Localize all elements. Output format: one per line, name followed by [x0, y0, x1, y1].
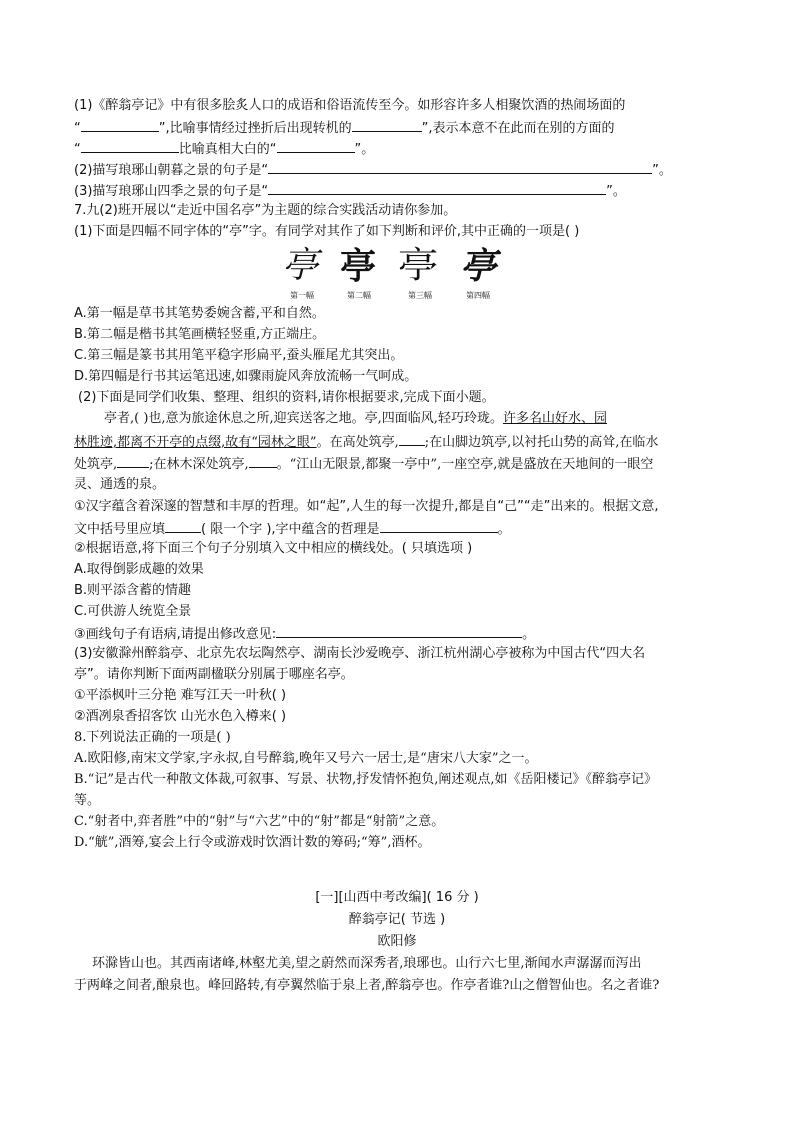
blank-philosophy[interactable]	[380, 518, 498, 533]
q7-title: 7.九(2)班开展以“走近中国名亭”为主题的综合实践活动请你参加。	[74, 203, 457, 218]
blank-idiom-1[interactable]	[81, 117, 159, 132]
blank-idiom-3[interactable]	[81, 138, 179, 153]
reading-text-line-1: 环滁皆山也。其西南诸峰,林壑尤美,望之蔚然而深秀者,琅琊也。山行六七里,渐闻水声潺潺而泻出	[92, 956, 642, 971]
reading-author: 欧阳修	[377, 934, 417, 949]
blank-forest[interactable]	[249, 453, 277, 468]
underlined-sentence-part-1: 许多名山好水、园	[502, 411, 607, 426]
q7-s3: ③画线句子有语病,请提出修改意见: 。	[74, 623, 734, 645]
q7-option-a: A.第一幅是草书其笔势委婉含蓄,平和自然。	[74, 306, 325, 321]
q7-s1-line-2: 文中括号里应填 ( 限一个字 ),字中蕴含的哲理是 。	[74, 518, 734, 540]
reading-title: 醉翁亭记( 节选 )	[348, 912, 446, 927]
ting-calligraphy-row	[282, 244, 512, 288]
q7-s2-option-c: C.可供游人统览全景	[74, 604, 192, 619]
ting-char-1: 亭	[282, 245, 319, 286]
blank-idiom-4[interactable]	[277, 138, 355, 153]
caption-1: 第一幅	[290, 291, 314, 300]
couplet-2: ②酒冽泉香招客饮 山光水色入樽来( )	[74, 709, 287, 724]
reading-text-line-2: 于两峰之间者,酿泉也。峰回路转,有亭翼然临于泉上者,醉翁亭也。作亭者谁?山之僧智仙也。名之者谁?	[74, 978, 660, 993]
q6-line-2: “ ”,比喻事情经过挫折后出现转机的 ”,表示本意不在此而在别的方面的	[74, 117, 734, 139]
reading-section-header: [一][山西中考改编]( 16 分 )	[315, 890, 479, 905]
blank-revision[interactable]	[276, 623, 522, 638]
caption-3: 第三幅	[408, 291, 432, 300]
q7-option-d: D.第四幅是行书其运笔迅速,如骤雨旋风奔放流畅一气呵成。	[74, 369, 418, 384]
q7-sub1-question: (1)下面是四幅不同字体的“亭”字。有同学对其作了如下判断和评价,其中正确的一项是( )	[74, 224, 580, 239]
q7-option-c: C.第三幅是篆书其用笔平稳字形扁平,蚕头雁尾尤其突出。	[74, 348, 404, 363]
couplet-1: ①平添枫叶三分艳 难写江天一叶秋( )	[74, 688, 287, 703]
blank-four-seasons[interactable]	[268, 180, 606, 195]
q7-s2-option-a: A.取得倒影成趣的效果	[74, 562, 204, 577]
passage-line-4: 灵、通透的泉。	[74, 477, 166, 492]
q6-line-4: (2)描写琅琊山朝暮之景的句子是“ ”。	[74, 159, 734, 181]
blank-high-place[interactable]	[399, 431, 425, 446]
q8-option-a: A.欧阳修,南宋文学家,字永叔,自号醉翁,晚年又号六一居士,是“唐宋八大家”之一。	[74, 751, 538, 766]
q7-s2-option-b: B.则平添含蓄的情趣	[74, 583, 192, 598]
q7-s1-line-1: ①汉字蕴含着深邃的智慧和丰厚的哲理。如“起”,人生的每一次提升,都是自“己”“走”出来的。根据文意,	[74, 499, 659, 514]
q7-sub2-intro: (2)下面是同学们收集、整理、组织的资料,请你根据要求,完成下面小题。	[78, 390, 495, 405]
q8-option-d: D.“觥”,酒筹,宴会上行令或游戏时饮酒计数的筹码;“筹”,酒杯。	[74, 835, 431, 850]
blank-water-side[interactable]	[117, 453, 149, 468]
ting-char-4: 亭	[460, 245, 497, 287]
passage-line-1: 亭者,( )也,意为旅途休息之所,迎宾送客之地。亭,四面临风,轻巧玲珑。许多名山好水、园	[104, 411, 607, 426]
q6-line-3: “ 比喻真相大白的“ ”。	[74, 138, 734, 160]
caption-2: 第二幅	[347, 291, 371, 300]
ting-char-2: 亭	[340, 245, 377, 287]
blank-morning-evening[interactable]	[268, 159, 652, 174]
blank-character[interactable]	[165, 518, 201, 533]
q8-option-c: C.“射者中,弈者胜”中的“射”与“六艺”中的“射”都是“射箭”之意。	[74, 814, 445, 829]
q6-line-5: (3)描写琅琊山四季之景的句子是“ ”。	[74, 180, 734, 202]
caption-4: 第四幅	[466, 291, 490, 300]
q8-title: 8.下列说法正确的一项是( )	[74, 730, 231, 745]
q6-line-1: (1)《醉翁亭记》中有很多脍炙人口的成语和俗语流传至今。如形容许多人相聚饮酒的热闹场面的	[74, 98, 626, 113]
blank-idiom-2[interactable]	[352, 117, 422, 132]
passage-line-3: 处筑亭, ;在林木深处筑亭, 。“江山无限景,都聚一亭中”,一座空亭,就是盛放在天地间的一眼空	[74, 453, 734, 475]
ting-char-3: 亭	[397, 245, 439, 286]
passage-line-2: 林胜迹,都离不开亭的点缀,故有“园林之眼”。在高处筑亭, ;在山脚边筑亭,以衬托山势的高耸,在临水	[74, 431, 734, 453]
q7-option-b: B.第二幅是楷书其笔画横轻竖重,方正端庄。	[74, 327, 326, 342]
underlined-sentence-part-2: 林胜迹,都离不开亭的点缀,故有“园林之眼”	[74, 435, 317, 450]
q8-option-b-line-2: 等。	[74, 793, 101, 808]
q8-option-b-line-1: B.“记”是古代一种散文体裁,可叙事、写景、状物,抒发情怀抱负,阐述观点,如《岳阳楼记》《醉翁亭记》	[74, 772, 658, 787]
q7-sub3-line-1: (3)安徽滁州醉翁亭、北京先农坛陶然亭、湖南长沙爱晚亭、浙江杭州湖心亭被称为中国古代“四大名	[74, 646, 646, 661]
q7-sub3-line-2: 亭”。请你判断下面两副楹联分别属于哪座名亭。	[74, 667, 354, 682]
q7-s2: ②根据语意,将下面三个句子分别填入文中相应的横线处。( 只填选项 )	[74, 541, 473, 556]
